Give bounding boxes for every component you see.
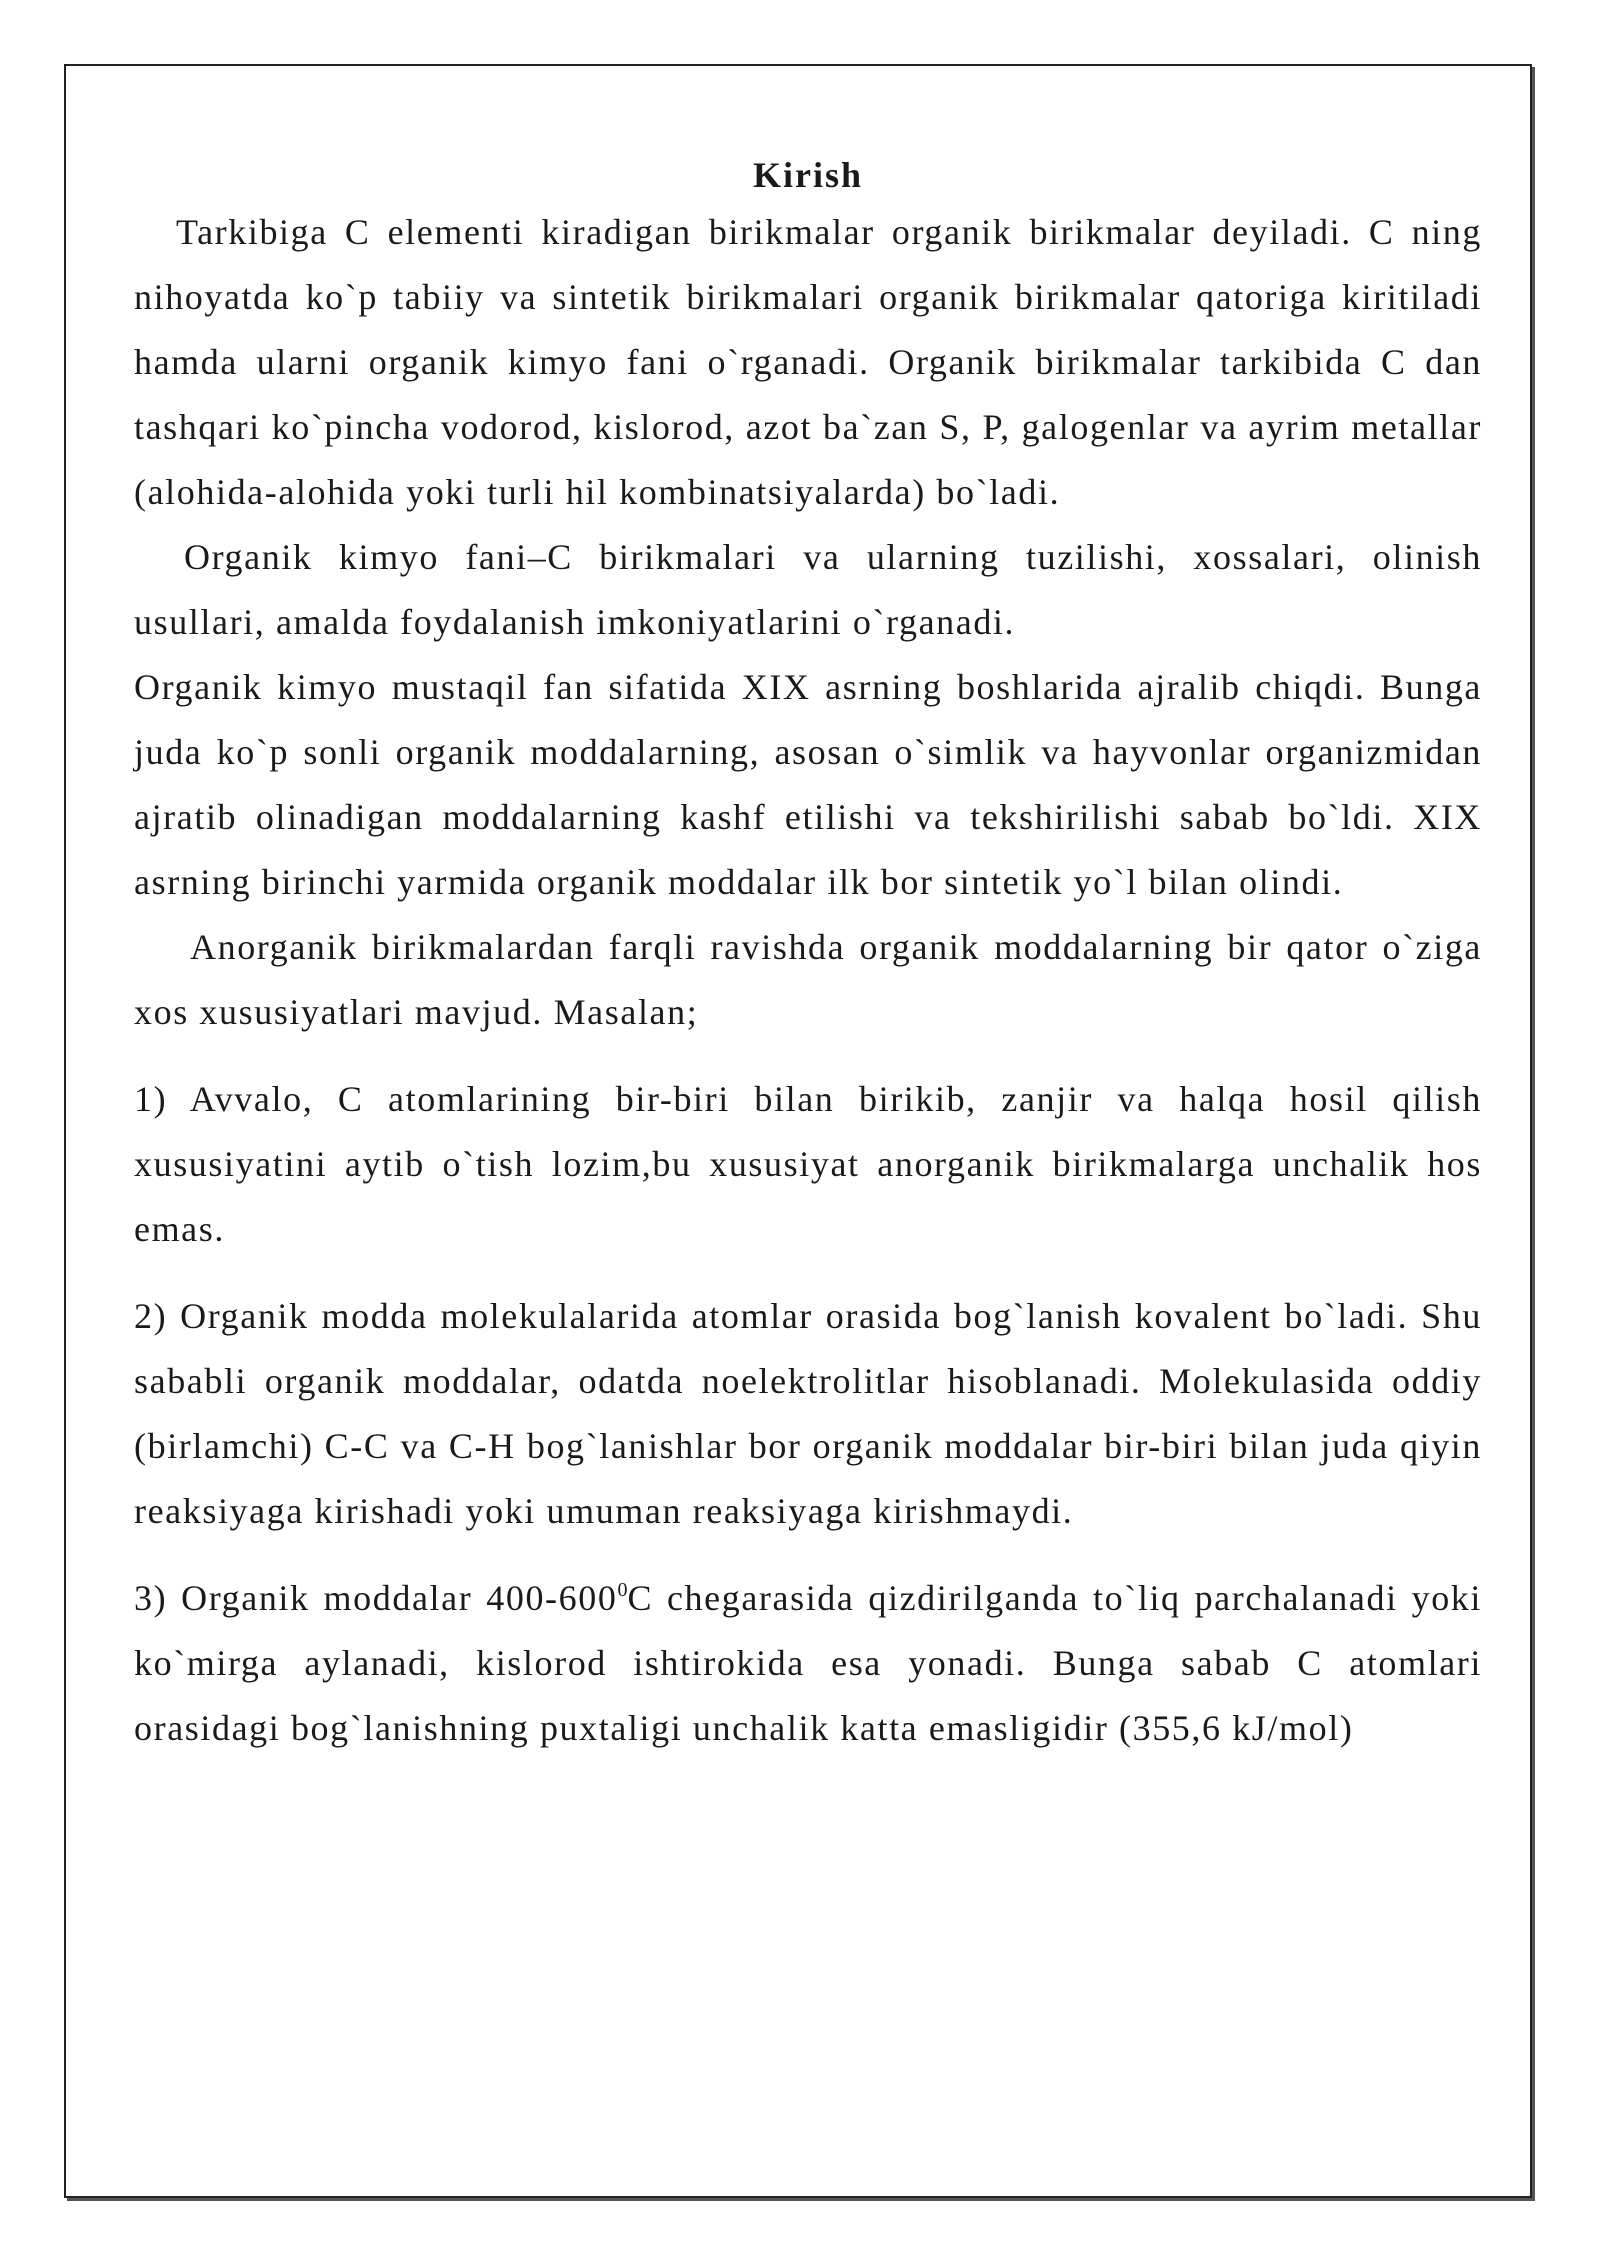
list-item-2: 2) Organik modda molekulalarida atomlar orasida bog`lanish kovalent bo`ladi. Shu sababli organik moddalar, odatda noelektrolitlar hisoblanadi. Molekulasida oddiy (birlamchi) C-C va C-H bog`lanishlar bor organik moddalar bir-biri bilan juda qiyin reaksiyaga kirishadi yoki umuman reaksiyaga kirishmaydi. (134, 1296, 1482, 1531)
document-title: Kirish (752, 155, 863, 195)
document-body (134, 150, 1482, 1761)
list-item-1: 1) Avvalo, C atomlarining bir-biri bilan birikib, zanjir va halqa hosil qilish xususiyatini aytib o`tish lozim,bu xususiyat anorganik birikmalarga unchalik hos emas. (134, 1079, 1482, 1249)
list-item-3 (134, 1566, 1482, 1761)
paragraph-history: Organik kimyo mustaqil fan sifatida XIX asrning boshlarida ajralib chiqdi. Bunga juda ko`p sonli organik moddalarning, asosan o`simlik va hayvonlar organizmidan ajratib olinadigan moddalarning kashf etilishi va tekshirilishi sabab bo`ldi. XIX asrning birinchi yarmida organik moddalar ilk bor sintetik yo`l bilan olindi. (134, 667, 1482, 902)
paragraph-definition: Organik kimyo fani–C birikmalari va ularning tuzilishi, xossalari, olinish usullari, amalda foydalanish imkoniyatlarini o`rganadi. (134, 537, 1482, 642)
list-item-3-rest: C chegarasida qizdirilganda to`liq parchalanadi yoki ko`mirga aylanadi, kislorod ishtirokida esa yonadi. Bunga sabab C atomlari orasidagi bog`lanishning puxtaligi unchalik katta emasligidir (355,6 kJ/mol) (134, 1578, 1482, 1748)
paragraph-features: Anorganik birikmalardan farqli ravishda organik moddalarning bir qator o`ziga xos xususiyatlari mavjud. Masalan; (134, 927, 1482, 1032)
degree-superscript: 0 (617, 1579, 628, 1601)
list-item-3-start: 3) Organik moddalar 400-600 (134, 1578, 618, 1618)
paragraph-intro: Tarkibiga C elementi kiradigan birikmalar organik birikmalar deyiladi. C ning nihoyatda ko`p tabiiy va sintetik birikmalari organik birikmalar qatoriga kiritiladi hamda ularni organik kimyo fani o`rganadi. Organik birikmalar tarkibida C dan tashqari ko`pincha vodorod, kislorod, azot ba`zan S, P, galogenlar va ayrim metallar (alohida-alohida yoki turli hil kombinatsiyalarda) bo`ladi. (134, 212, 1482, 512)
